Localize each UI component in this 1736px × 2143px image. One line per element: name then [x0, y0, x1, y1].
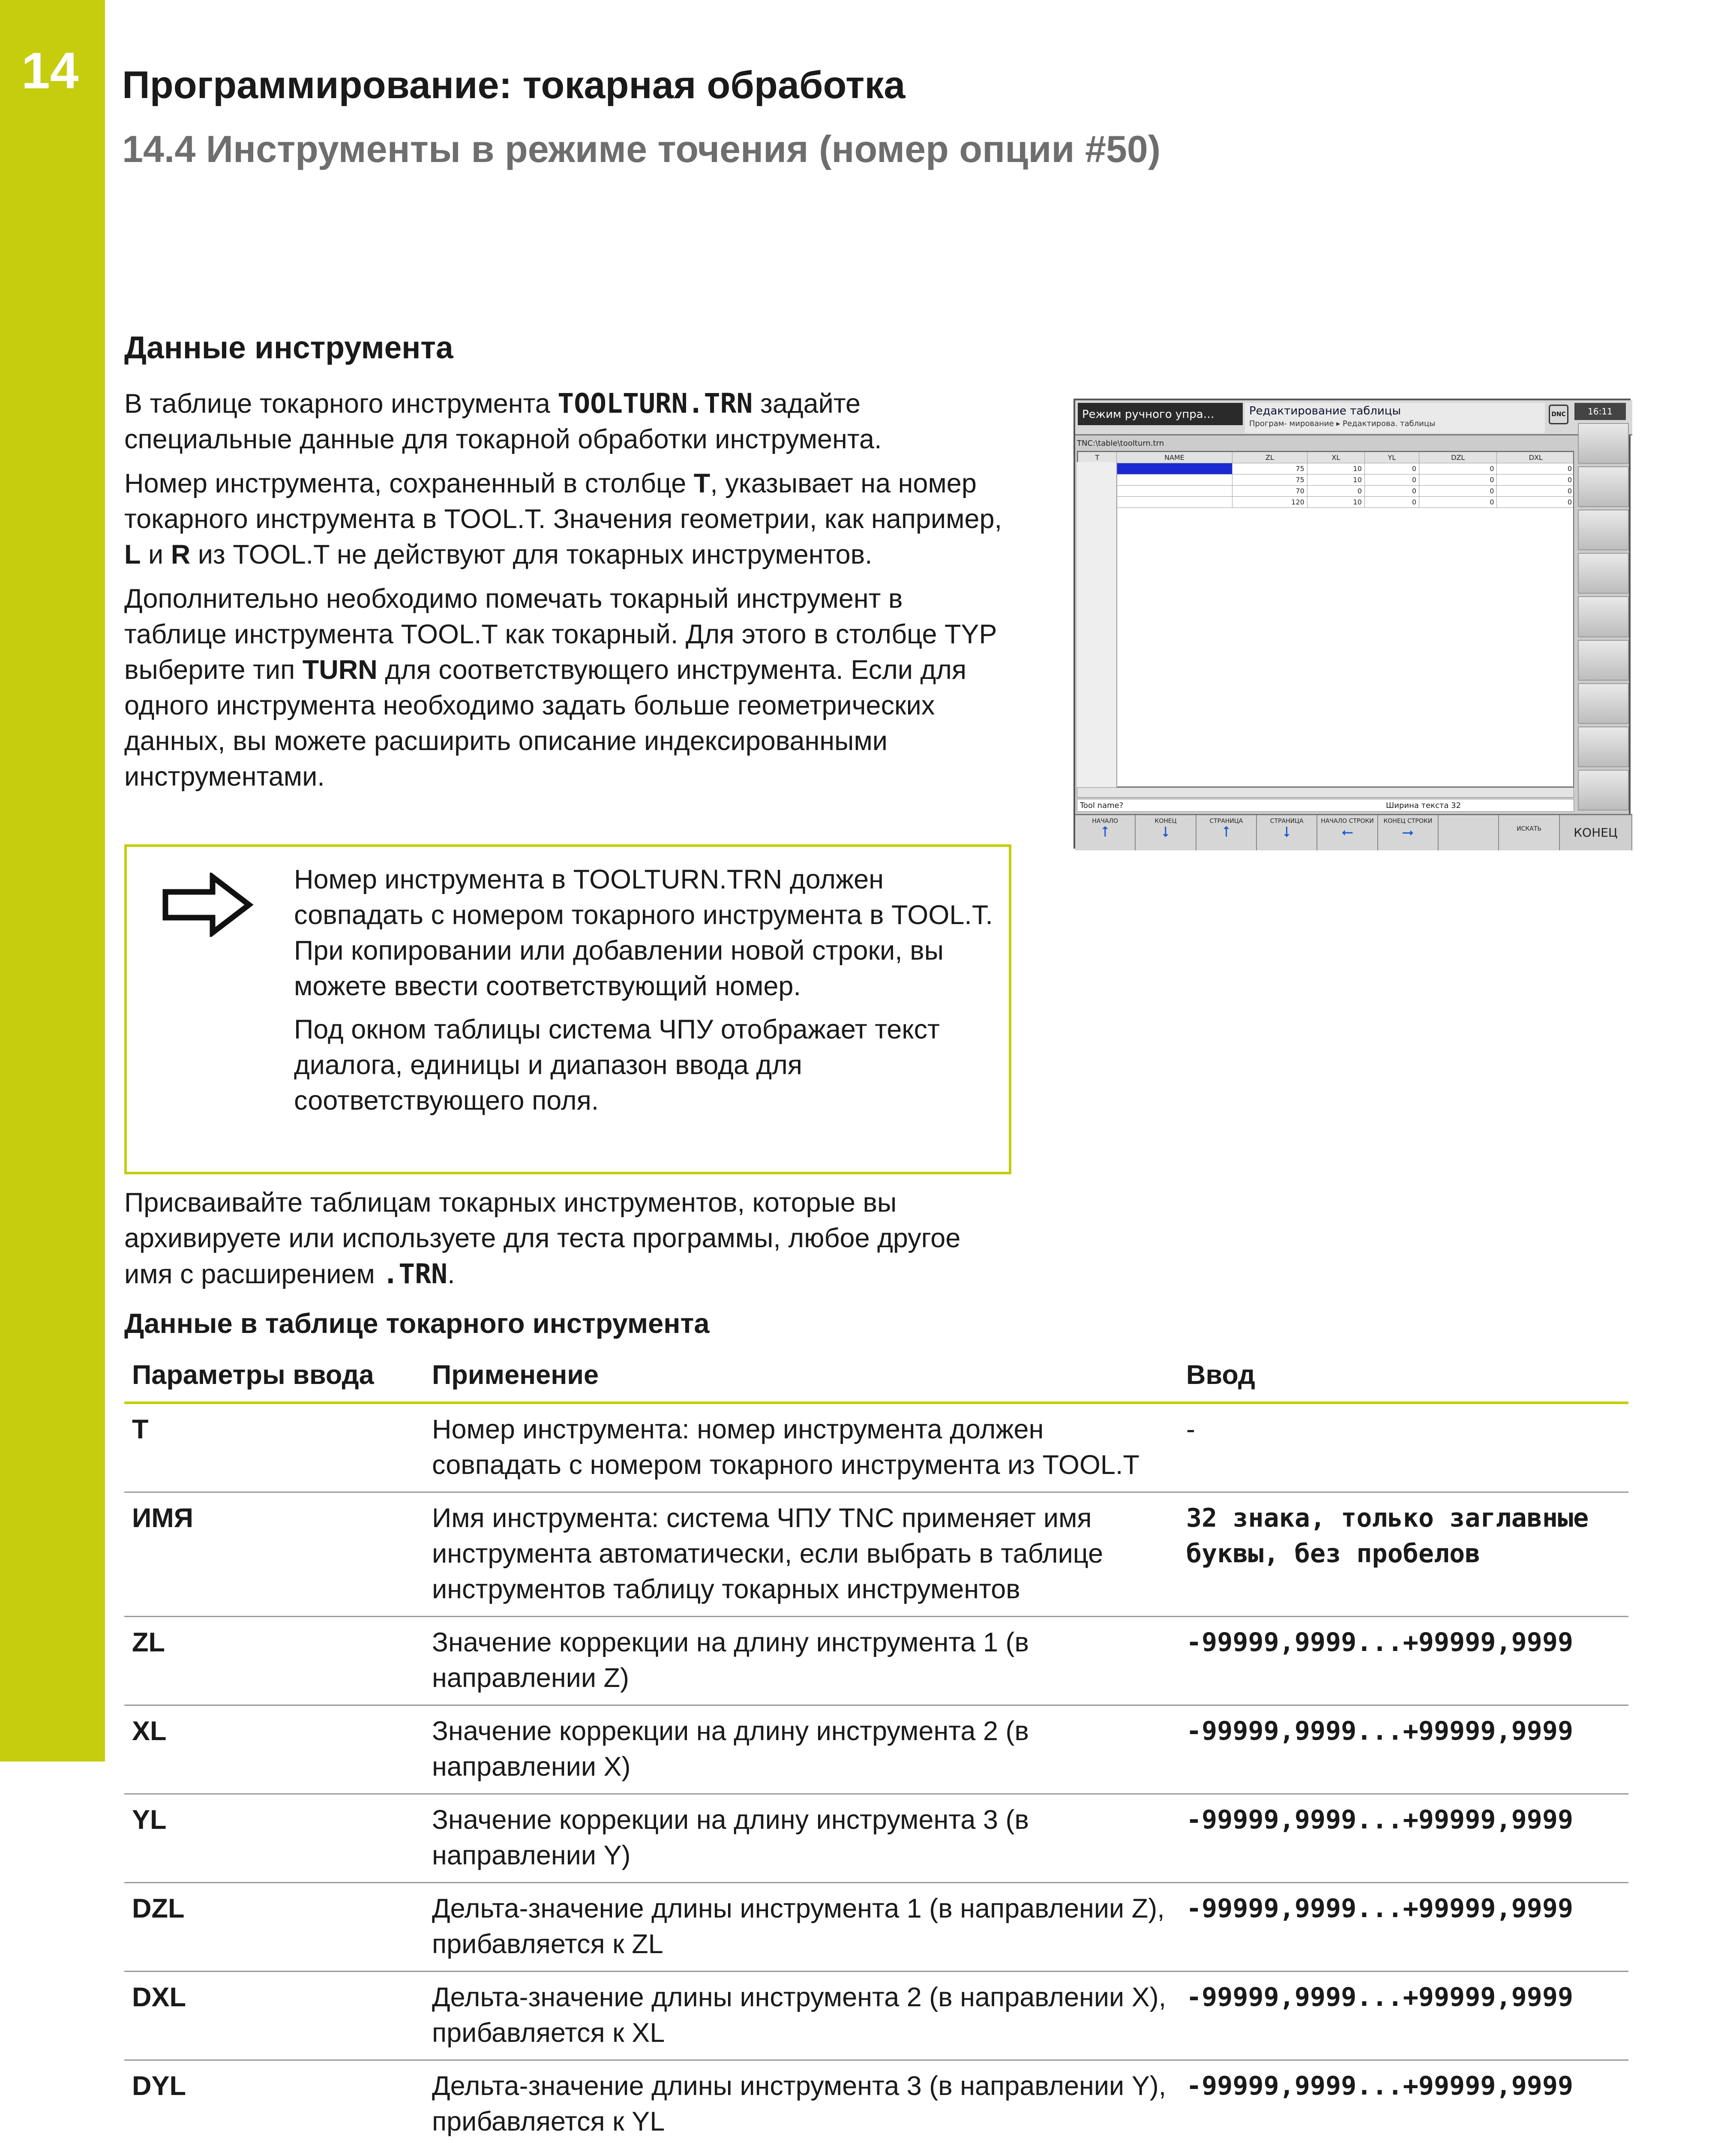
grid-cell[interactable]: 0 — [1497, 497, 1574, 508]
header-param: Параметры ввода — [132, 1360, 374, 1390]
arrow-up-icon: ⭡ — [1223, 823, 1230, 840]
softkey-start[interactable] — [1075, 815, 1136, 850]
chapter-number: 14 — [21, 42, 79, 99]
arrow-down-icon: ⭣ — [1283, 823, 1290, 840]
side-softkey[interactable] — [1578, 683, 1629, 724]
softkey-label: СТРАНИЦА — [1270, 818, 1304, 825]
dnc-icon: DNC — [1549, 405, 1568, 424]
note-paragraph-2: Под окном таблицы система ЧПУ отображает текст диалога, единицы и диапазон ввода для соответствующего поля. — [294, 1014, 940, 1116]
table-row — [124, 2061, 1628, 2143]
softkey-label: НАЧАЛО — [1092, 818, 1118, 825]
softkey-page-down[interactable] — [1257, 815, 1317, 850]
side-softkey[interactable] — [1578, 423, 1629, 464]
grid-cell[interactable]: 75 — [1232, 474, 1307, 486]
table-row — [124, 1493, 1628, 1617]
arrow-up-icon: ⭡ — [1101, 823, 1109, 840]
tnc-titlebar — [1075, 400, 1632, 435]
use-cell: Дельта-значение длины инструмента 3 (в направлении Y), прибавляется к YL — [432, 2071, 1166, 2137]
grid-row[interactable] — [1078, 497, 1574, 508]
grid-cell[interactable]: 0 — [1497, 474, 1574, 486]
note-box — [124, 844, 1011, 1174]
use-cell: Дельта-значение длины инструмента 2 (в направлении X), прибавляется к XL — [432, 1982, 1166, 2048]
vertical-softkeys — [1577, 422, 1630, 812]
grid-cell[interactable]: 0 — [1419, 474, 1497, 486]
archive-note: Присваивайте таблицам токарных инструментов, которые вы архивируете или используете для теста программы, любое другое имя с расширением .TRN. — [124, 1188, 961, 1290]
side-softkey[interactable] — [1578, 466, 1629, 507]
file-path: TNC:\table\toolturn.trn — [1077, 439, 1164, 448]
grid-cell[interactable]: 120 — [1232, 497, 1307, 508]
arrow-right-icon — [161, 873, 255, 937]
tab-table-edit[interactable] — [1245, 403, 1545, 433]
grid-cell[interactable]: 75 — [1232, 463, 1307, 474]
softkey-page-up[interactable] — [1196, 815, 1257, 850]
softkey-bar — [1075, 814, 1632, 850]
param-cell: YL — [132, 1805, 167, 1835]
grid-cell[interactable]: 10 — [1307, 474, 1364, 486]
dialog-info: Ширина текста 32 — [1386, 801, 1461, 810]
tnc-screenshot — [1073, 399, 1631, 849]
header-use: Применение — [432, 1360, 599, 1390]
softkey-finish[interactable]: КОНЕЦ — [1560, 815, 1632, 850]
param-cell: XL — [132, 1716, 167, 1746]
grid-cell[interactable] — [1117, 486, 1232, 497]
table-row — [124, 1795, 1628, 1883]
dialog-prompt: Tool name? — [1080, 801, 1124, 810]
softkey-line-start[interactable] — [1317, 815, 1378, 850]
param-cell: ИМЯ — [132, 1503, 194, 1533]
param-cell: ZL — [132, 1627, 165, 1657]
grid-cell-selected[interactable] — [1117, 463, 1232, 474]
input-cell: -99999,9999...+99999,9999 — [1186, 1982, 1574, 2012]
softkey-label: СТРАНИЦА — [1209, 818, 1243, 825]
input-cell: -99999,9999...+99999,9999 — [1186, 2071, 1574, 2101]
use-cell: Имя инструмента: система ЧПУ TNC применяет имя инструмента автоматически, если выбрать в таблице инструментов таблицу токарных инструментов — [432, 1503, 1103, 1604]
col-header[interactable]: T — [1078, 452, 1117, 463]
table-row — [124, 1404, 1628, 1493]
grid-cell[interactable]: 0 — [1497, 486, 1574, 497]
softkey-end[interactable] — [1136, 815, 1196, 850]
softkey-label: КОНЕЦ СТРОКИ — [1383, 818, 1433, 825]
grid-cell[interactable]: 0 — [1497, 463, 1574, 474]
tab-manual-mode[interactable]: Режим ручного упра… — [1078, 403, 1243, 425]
parameter-table — [124, 1352, 1628, 2143]
use-cell: Значение коррекции на длину инструмента 1 (в направлении Z) — [432, 1627, 1029, 1693]
note-paragraph-1: Номер инструмента в TOOLTURN.TRN должен совпадать с номером токарного инструмента в TOOL.T. При копировании или добавлении новой строки, вы можете ввести соответствующий номер. — [294, 864, 993, 1001]
table-row — [124, 1617, 1628, 1706]
grid-header-row — [1078, 452, 1574, 463]
grid-cell[interactable]: 0 — [1419, 463, 1497, 474]
input-cell: - — [1186, 1414, 1195, 1444]
section-title: 14.4 Инструменты в режиме точения (номер опции #50) — [122, 128, 1161, 170]
grid-cell[interactable]: 10 — [1307, 497, 1364, 508]
col-header[interactable]: DZL — [1419, 452, 1497, 463]
softkey-label: НАЧАЛО СТРОКИ — [1321, 818, 1374, 825]
table-caption: Данные в таблице токарного инструмента — [124, 1308, 710, 1339]
input-cell: 32 знака, только заглавные буквы, без пробелов — [1186, 1503, 1589, 1569]
table-row — [124, 1972, 1628, 2061]
grid-cell[interactable]: 0 — [1419, 497, 1497, 508]
input-cell: -99999,9999...+99999,9999 — [1186, 1805, 1574, 1835]
col-header[interactable]: NAME — [1117, 452, 1232, 463]
param-cell: DYL — [132, 2071, 186, 2101]
input-cell: -99999,9999...+99999,9999 — [1186, 1894, 1574, 1924]
use-cell: Значение коррекции на длину инструмента 3 (в направлении Y) — [432, 1805, 1029, 1870]
grid-cell[interactable]: 70 — [1232, 486, 1307, 497]
grid-cell[interactable]: 0 — [1364, 497, 1419, 508]
grid-cell[interactable]: 10 — [1307, 463, 1364, 474]
softkey-empty[interactable] — [1439, 815, 1499, 850]
grid-cell[interactable]: 0 — [1364, 486, 1419, 497]
use-cell: Дельта-значение длины инструмента 1 (в направлении Z), прибавляется к ZL — [432, 1894, 1165, 1959]
subsection-title: Данные инструмента — [124, 330, 453, 365]
input-cell: -99999,9999...+99999,9999 — [1186, 1627, 1574, 1657]
input-cell: -99999,9999...+99999,9999 — [1186, 1716, 1574, 1746]
intro-paragraph-1: В таблице токарного инструмента TOOLTURN.TRN задайте специальные данные для токарной обработки инструмента. — [124, 388, 882, 454]
softkey-label: КОНЕЦ — [1154, 818, 1177, 825]
col-header[interactable]: XL — [1307, 452, 1364, 463]
softkey-search[interactable] — [1499, 815, 1559, 850]
horizontal-scrollbar[interactable] — [1077, 787, 1574, 798]
side-softkey[interactable] — [1578, 770, 1629, 810]
table-row — [124, 1883, 1628, 1972]
table-header-row — [124, 1352, 1628, 1404]
tab-table-edit-title: Редактирование таблицы — [1249, 405, 1401, 417]
col-header[interactable]: YL — [1364, 452, 1419, 463]
param-cell: DZL — [132, 1894, 185, 1924]
col-header[interactable]: DXL — [1497, 452, 1574, 463]
col-header[interactable]: ZL — [1232, 452, 1307, 463]
tab-table-edit-sub: Програм- мирование ▸ Редактирова. таблицы — [1249, 419, 1436, 428]
tool-table-grid — [1077, 451, 1574, 787]
grid-row[interactable] — [1078, 474, 1574, 486]
dialog-line — [1077, 799, 1574, 812]
row-gutter — [1077, 462, 1117, 787]
grid-cell[interactable] — [1117, 474, 1232, 486]
grid-cell[interactable]: 0 — [1419, 486, 1497, 497]
softkey-line-end[interactable] — [1378, 815, 1439, 850]
arrow-left-icon: ⭠ — [1341, 823, 1353, 840]
use-cell: Значение коррекции на длину инструмента 2 (в направлении X) — [432, 1716, 1029, 1782]
side-softkey[interactable] — [1578, 640, 1629, 681]
param-cell: DXL — [132, 1982, 186, 2012]
use-cell: Номер инструмента: номер инструмента должен совпадать с номером токарного инструмента из TOOL.T — [432, 1414, 1139, 1480]
grid-row[interactable] — [1078, 463, 1574, 474]
side-softkey[interactable] — [1578, 726, 1629, 767]
param-cell: T — [132, 1414, 149, 1444]
intro-paragraph-3: Дополнительно необходимо помечать токарный инструмент в таблице инструмента TOOL.T как токарный. Для этого в столбце TYP выберите тип TURN для соответствующего инструмента. Если для одного инструмента необходимо задать больше геометрических данных, вы можете расширить описание индексированными инструментами. — [124, 584, 997, 792]
side-softkey[interactable] — [1578, 596, 1629, 637]
arrow-right-icon: ⭢ — [1402, 823, 1414, 840]
chapter-title: Программирование: токарная обработка — [122, 64, 905, 107]
grid-cell[interactable]: 0 — [1307, 486, 1364, 497]
clock: 16:11 — [1574, 403, 1626, 420]
arrow-down-icon: ⭣ — [1162, 823, 1169, 840]
grid-cell[interactable]: 0 — [1364, 474, 1419, 486]
intro-paragraph-2: Номер инструмента, сохраненный в столбце T, указывает на номер токарного инструмента в TOOL.T. Значения геометрии, как например, L и R из TOOL.T не действуют для токарных инструментов. — [124, 468, 1002, 570]
softkey-label: ИСКАТЬ — [1517, 825, 1542, 832]
header-input: Ввод — [1186, 1360, 1256, 1390]
grid-cell[interactable] — [1117, 497, 1232, 508]
grid-row[interactable] — [1078, 486, 1574, 497]
grid-cell[interactable]: 0 — [1364, 463, 1419, 474]
side-softkey[interactable] — [1578, 553, 1629, 594]
chapter-sidebar — [0, 0, 105, 1762]
side-softkey[interactable] — [1578, 510, 1629, 550]
table-row — [124, 1706, 1628, 1795]
intro-text — [124, 386, 1007, 803]
